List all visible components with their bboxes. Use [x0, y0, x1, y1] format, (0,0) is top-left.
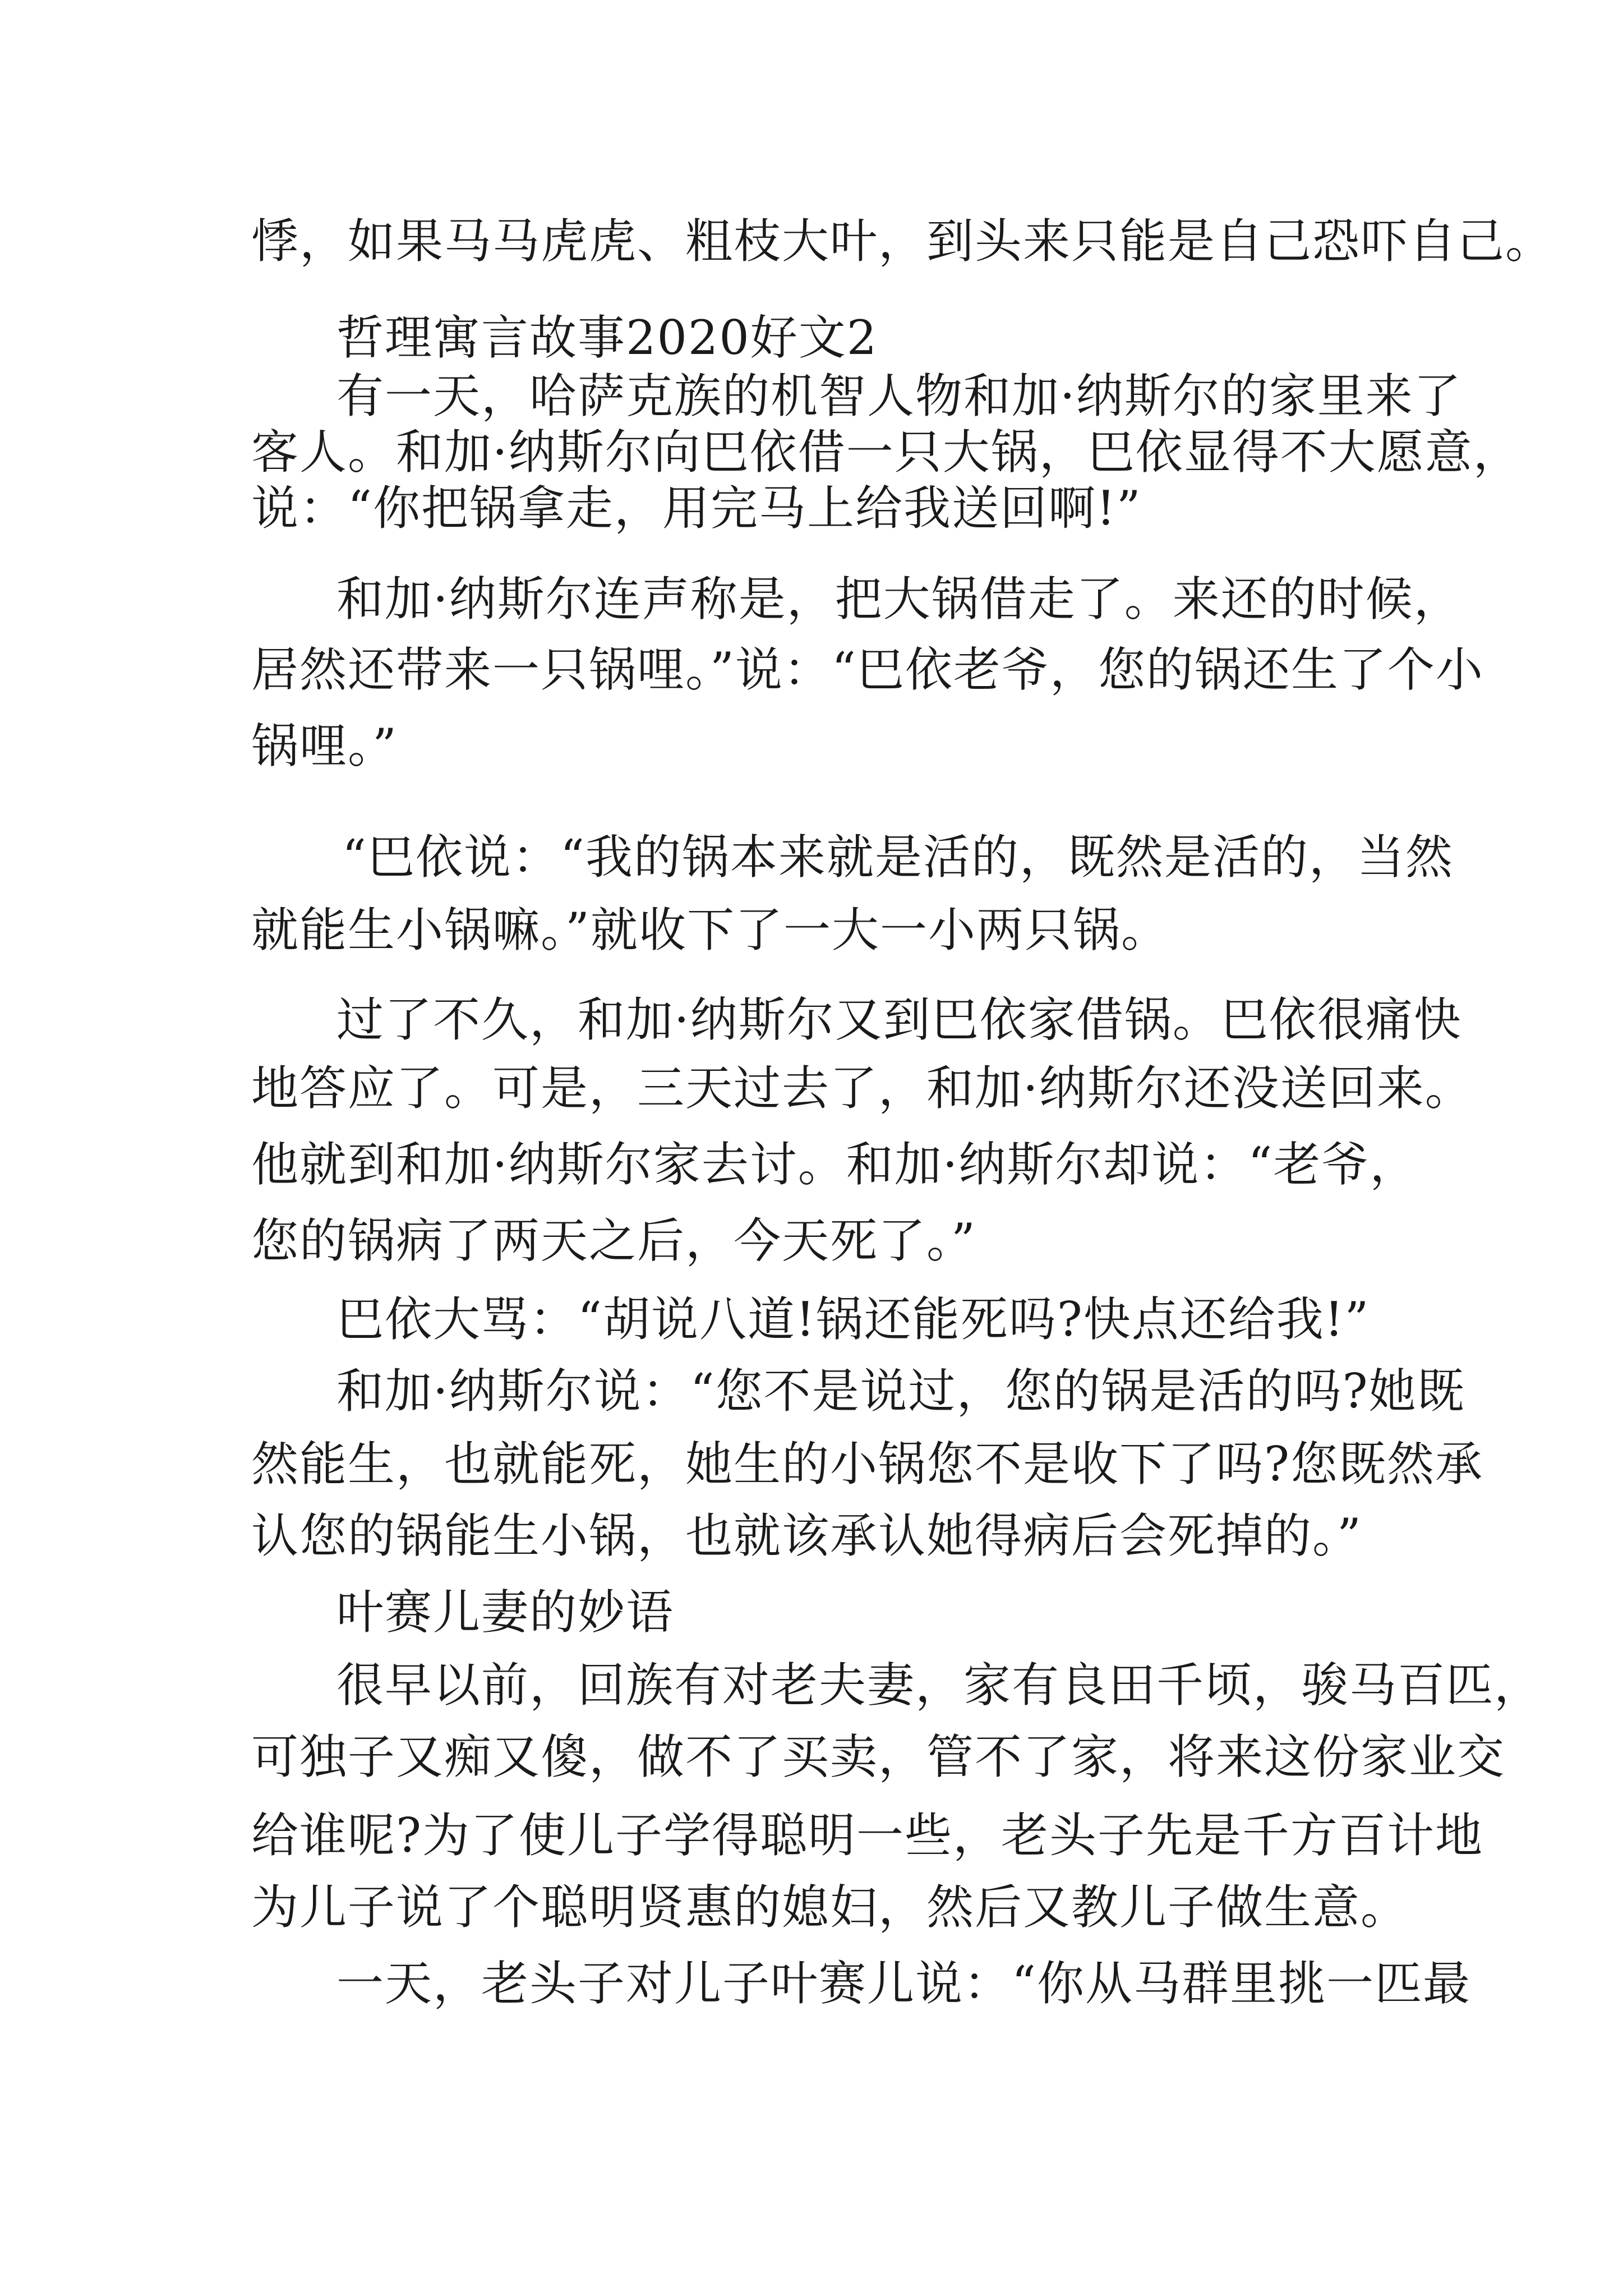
text-line-13: 他就到和加·纳斯尔家去讨。和加·纳斯尔却说：“老爷，	[251, 1137, 1418, 1192]
section-heading: 哲理寓言故事2020好文2	[336, 310, 878, 365]
text-line-20: 很早以前，回族有对老夫妻，家有良田千顷，骏马百匹，	[336, 1658, 1543, 1713]
text-line-12: 地答应了。可是，三天过去了，和加·纳斯尔还没送回来。	[251, 1061, 1473, 1116]
text-line-6: 和加·纳斯尔连声称是，把大锅借走了。来还的时候，	[336, 572, 1462, 627]
text-line-5: 说：“你把锅拿走，用完马上给我送回啊!”	[251, 481, 1142, 536]
text-line-1: 悸，如果马马虎虎、粗枝大叶，到头来只能是自己恐吓自己。	[251, 214, 1554, 269]
text-line-22: 给谁呢?为了使儿子学得聪明一些，老头子先是千方百计地	[251, 1808, 1484, 1863]
text-line-24: 一天，老头子对儿子叶赛儿说：“你从马群里挑一匹最	[336, 1956, 1471, 2011]
text-line-18: 认您的锅能生小锅，也就该承认她得病后会死掉的。”	[251, 1508, 1362, 1563]
text-line-23: 为儿子说了个聪明贤惠的媳妇，然后又教儿子做生意。	[251, 1880, 1409, 1935]
text-line-21: 可独子又痴又傻，做不了买卖，管不了家，将来这份家业交	[251, 1729, 1506, 1784]
text-line-14: 您的锅病了两天之后，今天死了。”	[251, 1213, 976, 1268]
text-line-17: 然能生，也就能死，她生的小锅您不是收下了吗?您既然承	[251, 1437, 1484, 1492]
text-line-4: 客人。和加·纳斯尔向巴依借一只大锅，巴依显得不大愿意，	[251, 425, 1521, 480]
text-line-7: 居然还带来一只锅哩。”说：“巴依老爷，您的锅还生了个小	[251, 642, 1484, 697]
text-line-8: 锅哩。”	[251, 719, 398, 774]
story-title: 叶赛儿妻的妙语	[336, 1585, 675, 1640]
text-line-9: “巴依说：“我的锅本来就是活的，既然是活的，当然	[342, 830, 1454, 885]
text-line-15: 巴依大骂：“胡说八道!锅还能死吗?快点还给我!”	[336, 1292, 1370, 1347]
text-line-16: 和加·纳斯尔说：“您不是说过，您的锅是活的吗?她既	[336, 1364, 1465, 1419]
text-line-3: 有一天，哈萨克族的机智人物和加·纳斯尔的家里来了	[336, 369, 1462, 424]
text-line-11: 过了不久，和加·纳斯尔又到巴依家借锅。巴依很痛快	[336, 992, 1462, 1047]
text-line-10: 就能生小锅嘛。”就收下了一大一小两只锅。	[251, 903, 1169, 958]
